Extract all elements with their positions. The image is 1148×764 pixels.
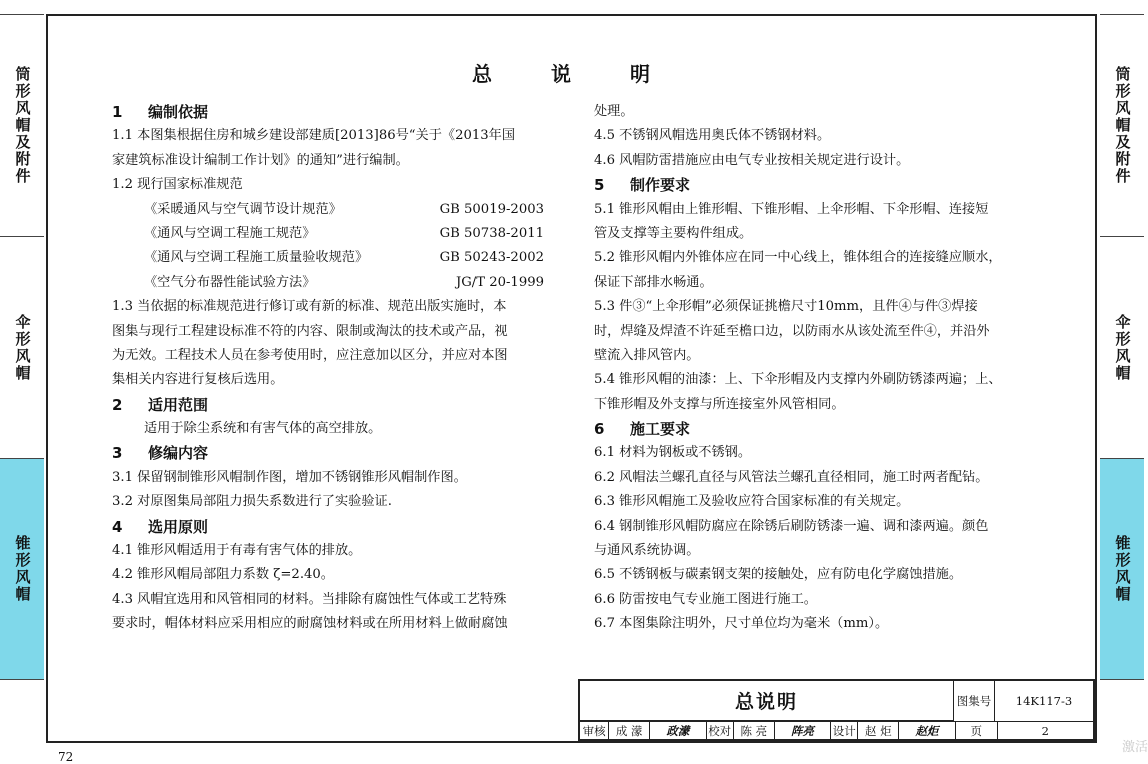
body-line: 管及支撑等主要构件组成。 xyxy=(594,225,753,241)
side-tab-umbrella-right[interactable] xyxy=(1100,236,1144,458)
body-line: 4.5 不锈钢风帽选用奥氏体不锈钢材料。 xyxy=(594,128,831,144)
standard-code: GB 50243-2002 xyxy=(439,250,544,266)
section-title: 选用原则 xyxy=(148,517,209,536)
body-line: 6.5 不锈钢板与碳素钢支架的接触处，应有防电化学腐蚀措施。 xyxy=(594,567,963,583)
section-heading xyxy=(112,100,544,124)
watermark: 激活 xyxy=(1122,740,1148,755)
section-title: 修编内容 xyxy=(148,444,209,463)
section-title: 施工要求 xyxy=(630,420,691,439)
body-line: 图集与现行工程建设标准不符的内容、限制或淘汰的技术或产品，视 xyxy=(112,323,508,339)
body-line: 6.3 锥形风帽施工及验收应符合国家标准的有关规定。 xyxy=(594,494,910,510)
body-line: 与通风系统协调。 xyxy=(594,543,700,559)
side-tab-cylindrical-right[interactable] xyxy=(1100,14,1144,236)
text-column-left xyxy=(112,100,544,637)
body-line: 4.1 锥形风帽适用于有毒有害气体的排放。 xyxy=(112,543,362,559)
title-block xyxy=(578,679,1095,741)
body-line: 3.1 保留钢制锥形风帽制作图，增加不锈钢锥形风帽制作图。 xyxy=(112,469,467,485)
section-number: 2 xyxy=(112,395,123,414)
body-line: 适用于除尘系统和有害气体的高空排放。 xyxy=(144,421,382,437)
standard-row xyxy=(112,222,544,246)
standard-name: 《采暖通风与空气调节设计规范》 xyxy=(144,201,342,217)
section-number: 1 xyxy=(112,103,123,121)
standard-code: GB 50738-2011 xyxy=(439,225,544,241)
body-line: 6.6 防雷按电气专业施工图进行施工。 xyxy=(594,591,817,607)
section-title: 适用范围 xyxy=(148,395,209,414)
signature-row-cell: 陈 亮 xyxy=(734,722,775,740)
body-line: 要求时，帽体材料应采用相应的耐腐蚀材料或在所用材料上做耐腐蚀 xyxy=(112,616,508,632)
standard-name: 《通风与空调工程施工规范》 xyxy=(144,225,316,241)
atlas-no-label: 图集号 xyxy=(954,681,995,721)
page-number: 72 xyxy=(58,750,74,764)
side-tab-label: 伞形风帽 xyxy=(13,313,32,382)
body-line: 时，焊缝及焊渣不许延至檐口边，以防雨水从该处流至件④，并沿外 xyxy=(594,323,990,339)
signature: 政濛 xyxy=(650,722,706,740)
signature-row-cell: 设计 xyxy=(831,722,858,740)
body-line: 5.1 锥形风帽由上锥形帽、下锥形帽、上伞形帽、下伞形帽、连接短 xyxy=(594,201,989,217)
signature-row-cell: 审核 xyxy=(580,722,609,740)
body-line: 壁流入排风管内。 xyxy=(594,347,700,363)
body-line: 下锥形帽及外支撑与所连接室外风管相同。 xyxy=(594,396,845,412)
section-number: 3 xyxy=(112,444,123,463)
section-number: 4 xyxy=(112,517,123,536)
body-line: 为无效。工程技术人员在参考使用时，应注意加以区分，并应对本图 xyxy=(112,347,508,363)
section-heading xyxy=(112,441,544,465)
signature-row xyxy=(580,721,1093,740)
signature-row-cell: 2 xyxy=(1041,724,1049,738)
body-line: 5.4 锥形风帽的油漆：上、下伞形帽及内支撑内外刷防锈漆两遍；上、 xyxy=(594,372,1002,388)
standard-code: GB 50019-2003 xyxy=(439,201,544,217)
side-tab-conical-right[interactable] xyxy=(1100,458,1144,680)
section-heading xyxy=(112,393,544,417)
section-title: 制作要求 xyxy=(630,176,691,195)
signature-row-cell: 赵 炬 xyxy=(858,722,899,740)
body-line: 6.7 本图集除注明外，尺寸单位均为毫米（mm）。 xyxy=(594,616,889,632)
body-line: 6.4 钢制锥形风帽防腐应在除锈后刷防锈漆一遍、调和漆两遍。颜色 xyxy=(594,518,989,534)
side-tab-label: 伞形风帽 xyxy=(1113,313,1132,382)
text-column-right xyxy=(594,100,1032,637)
standard-name: 《通风与空调工程施工质量验收规范》 xyxy=(144,250,369,266)
signature-row-cell: 校对 xyxy=(707,722,734,740)
body-line: 处理。 xyxy=(594,104,634,119)
body-line: 3.2 对原图集局部阻力损失系数进行了实验验证. xyxy=(112,494,392,510)
body-line: 4.3 风帽宜选用和风管相同的材料。当排除有腐蚀性气体或工艺特殊 xyxy=(112,591,507,607)
side-tab-label: 筒形风帽及附件 xyxy=(1113,66,1132,185)
standard-row xyxy=(112,198,544,222)
body-line: 6.2 风帽法兰螺孔直径与风管法兰螺孔直径相同，施工时两者配钻。 xyxy=(594,469,989,485)
body-line: 5.3 件③“上伞形帽”必须保证挑檐尺寸10mm，且件④与件③焊接 xyxy=(594,299,978,315)
standard-row xyxy=(112,246,544,270)
section-heading xyxy=(112,515,544,539)
signature: 阵亮 xyxy=(775,722,831,740)
body-line: 1.3 当依据的标准规范进行修订或有新的标准、规范出版实施时，本 xyxy=(112,299,507,315)
side-tab-conical[interactable] xyxy=(0,458,44,680)
side-tab-label: 锥形风帽 xyxy=(1113,535,1132,603)
side-tab-label: 筒形风帽及附件 xyxy=(13,66,32,185)
section-title: 编制依据 xyxy=(148,103,209,121)
body-line: 家建筑标准设计编制工作计划》的通知”进行编制。 xyxy=(112,152,409,168)
side-tab-cylindrical[interactable] xyxy=(0,14,44,236)
body-line: 6.1 材料为钢板或不锈钢。 xyxy=(594,445,752,461)
body-line: 集相关内容进行复核后选用。 xyxy=(112,372,284,388)
side-tab-umbrella[interactable] xyxy=(0,236,44,458)
page-title: 总 说 明 xyxy=(472,62,676,86)
section-heading xyxy=(594,417,1032,441)
atlas-no: 14K117-3 xyxy=(1015,694,1073,708)
body-line: 保证下部排水畅通。 xyxy=(594,274,713,290)
side-tab-label: 锥形风帽 xyxy=(13,535,32,603)
body-line: 5.2 锥形风帽内外锥体应在同一中心线上，锥体组合的连接缝应顺水， xyxy=(594,250,1002,266)
body-line: 1.1 本图集根据住房和城乡建设部建质[2013]86号“关于《2013年国 xyxy=(112,128,516,144)
standard-name: 《空气分布器性能试验方法》 xyxy=(144,274,316,290)
body-line: 4.2 锥形风帽局部阻力系数 ζ=2.40。 xyxy=(112,567,334,583)
section-heading xyxy=(594,173,1032,197)
section-number: 6 xyxy=(594,420,605,439)
standard-code: JG/T 20-1999 xyxy=(455,274,544,290)
drawing-title: 总说明 xyxy=(580,681,954,721)
standard-row xyxy=(112,271,544,295)
body-line: 1.2 现行国家标准规范 xyxy=(112,177,243,193)
signature-row-cell: 页 xyxy=(956,722,998,740)
signature-row-cell: 成 濛 xyxy=(609,722,650,740)
section-number: 5 xyxy=(594,176,605,195)
body-line: 4.6 风帽防雷措施应由电气专业按相关规定进行设计。 xyxy=(594,152,910,168)
signature: 赵炬 xyxy=(899,722,955,740)
